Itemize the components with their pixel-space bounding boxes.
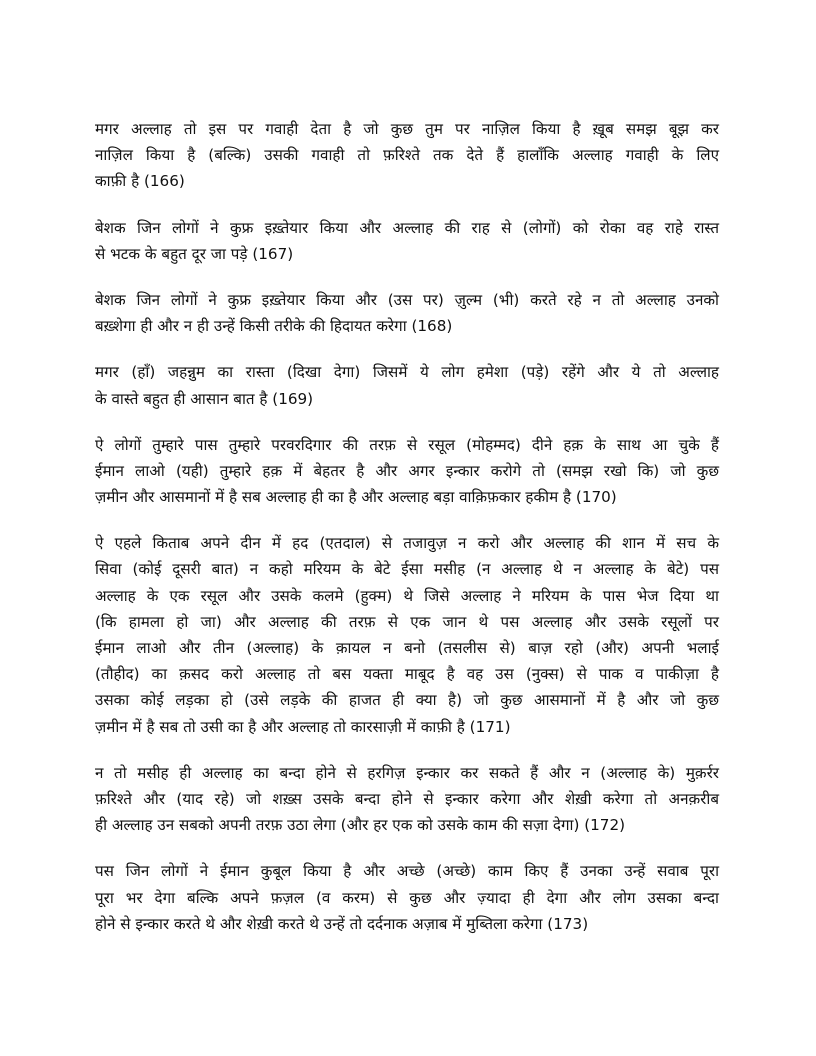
text-line: काफ़ी है (166) — [95, 172, 185, 191]
text-line: बेशक जिन लोगों ने कुफ्र इख़्तेयार किया और (उस पर) ज़ुल्म (भी) करते रहे न तो अल्लाह उनको — [95, 290, 719, 309]
text-line: ज़मीन और आसमानों में है सब अल्लाह ही का है और अल्लाह बड़ा वाक़िफ़कार हकीम है (170) — [95, 488, 617, 507]
text-line: बेशक जिन लोगों ने कुफ्र इख़्तेयार किया और अल्लाह की राह से (लोगों) को रोका वह राहे रास्त — [95, 218, 719, 237]
verse-168 — [95, 287, 719, 339]
text-line: उसका कोई लड़का हो (उसे लड़के की हाजत ही क्या है) जो कुछ आसमानों में है और जो कुछ — [95, 691, 719, 710]
text-line: न तो मसीह ही अल्लाह का बन्दा होने से हरगिज़ इन्कार कर सकते हैं और न (अल्लाह के) मुक़र्रर — [95, 763, 719, 782]
text-line: ईमान लाओ और तीन (अल्लाह) के क़ायल न बनो (तसलीस से) बाज़ रहो (और) अपनी भलाई — [95, 639, 719, 657]
verse-166 — [95, 116, 719, 195]
text-line: अल्लाह के एक रसूल और उसके कलमे (हुक्म) थे जिसे अल्लाह ने मरियम के पास भेज दिया था — [95, 586, 719, 605]
text-line: ज़मीन में है सब तो उसी का है और अल्लाह तो कारसाज़ी में काफ़ी है (171) — [95, 717, 511, 736]
text-line: ईमान लाओ (यही) तुम्हारे हक़ में बेहतर है और अगर इन्कार करोगे तो (समझ रखो कि) जो कुछ — [95, 461, 719, 480]
text-line: बख़्शेगा ही और न ही उन्हें किसी तरीके की हिदायत करेगा (168) — [95, 317, 453, 336]
text-line: ऐ लोगों तुम्हारे पास तुम्हारे परवरदिगार की तरफ़ से रसूल (मोहम्मद) दीने हक़ के साथ आ चुके हैं — [95, 435, 719, 454]
text-line: मगर अल्लाह तो इस पर गवाही देता है जो कुछ तुम पर नाज़िल किया है ख़ूब समझ बूझ कर — [95, 120, 719, 138]
text-line: होने से इन्कार करते थे और शेख़ी करते थे उन्हें तो दर्दनाक अज़ाब में मुब्तिला करेगा (173) — [95, 914, 589, 933]
text-line: (तौहीद) का क़सद करो अल्लाह तो बस यक्ता माबूद है वह उस (नुक्स) से पाक व पाकीज़ा है — [95, 665, 719, 684]
verse-173 — [95, 858, 719, 937]
text-line: से भटक के बहुत दूर जा पड़े (167) — [95, 244, 294, 263]
verse-167 — [95, 215, 719, 267]
text-line: मगर (हाँ) जहन्नुम का रास्ता (दिखा देगा) जिसमें ये लोग हमेशा (पड़े) रहेंगे और ये तो अल्लाह — [95, 363, 719, 382]
text-line: सिवा (कोई दूसरी बात) न कहो मरियम के बेटे ईसा मसीह (न अल्लाह थे न अल्लाह के बेटे) पस — [95, 560, 719, 579]
document-page — [95, 116, 719, 957]
verse-172 — [95, 760, 719, 839]
text-line: नाज़िल किया है (बल्कि) उसकी गवाही तो फ़रिश्ते तक देते हैं हालाँकि अल्लाह गवाही के लिए — [95, 146, 719, 165]
text-line: ही अल्लाह उन सबको अपनी तरफ़ उठा लेगा (और हर एक को उसके काम की सज़ा देगा) (172) — [95, 816, 626, 835]
text-line: के वास्ते बहुत ही आसान बात है (169) — [95, 389, 314, 408]
verse-169 — [95, 359, 719, 411]
verse-171 — [95, 530, 719, 740]
text-line: पस जिन लोगों ने ईमान कुबूल किया है और अच्छे (अच्छे) काम किए हैं उनका उन्हें सवाब पूरा — [95, 862, 719, 881]
verse-170 — [95, 432, 719, 511]
text-line: (कि हामला हो जा) और अल्लाह की तरफ़ से एक जान थे पस अल्लाह और उसके रसूलों पर — [95, 612, 719, 631]
text-line: फ़रिश्ते और (याद रहे) जो शख़्स उसके बन्दा होने से इन्कार करेगा और शेख़ी करेगा तो अनक़रीब — [95, 789, 719, 808]
text-line: ऐ एहले किताब अपने दीन में हद (एतदाल) से तजावुज़ न करो और अल्लाह की शान में सच के — [95, 534, 719, 553]
text-line: पूरा भर देगा बल्कि अपने फ़ज़ल (व करम) से कुछ और ज़्यादा ही देगा और लोग उसका बन्दा — [95, 888, 719, 907]
